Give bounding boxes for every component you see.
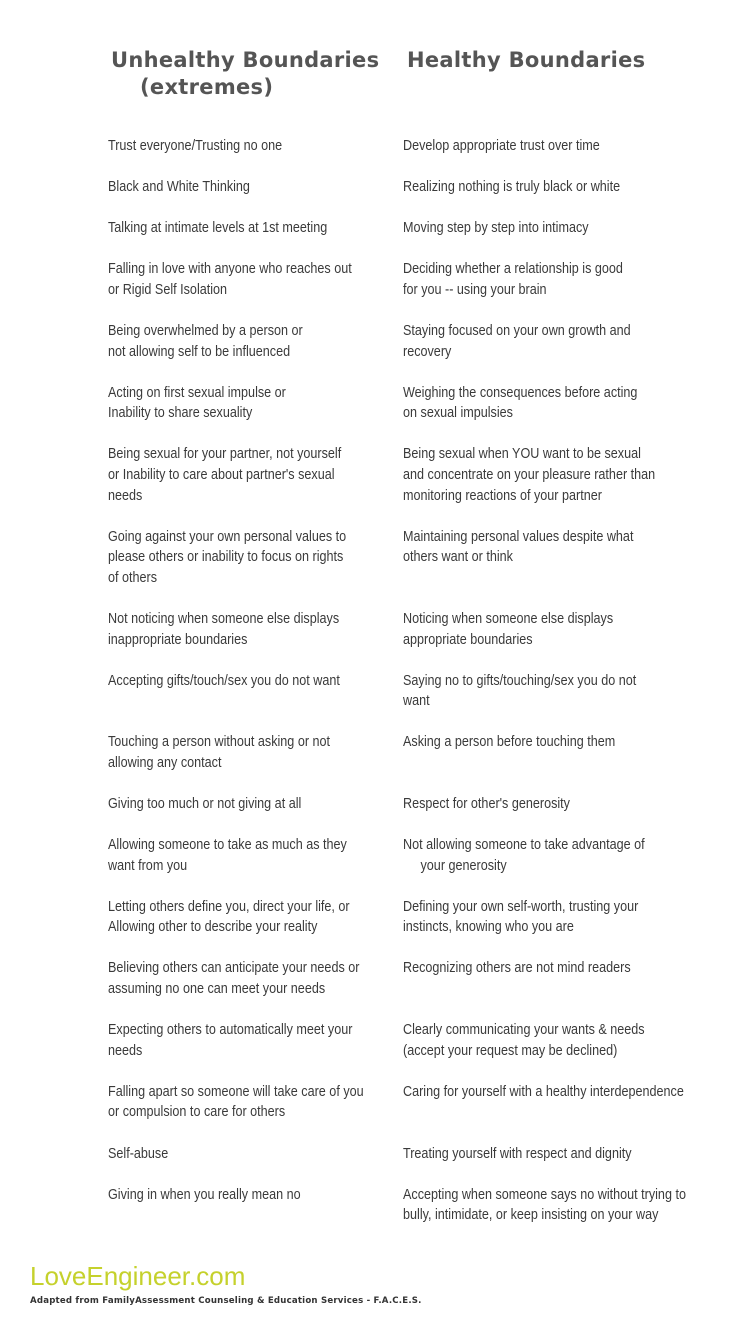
- site-logo: LoveEngineer.com: [30, 1261, 246, 1291]
- table-row: [0, 1082, 750, 1123]
- unhealthy-text: Touching a person without asking or not allowing any contact: [108, 733, 331, 771]
- healthy-cell: [403, 1185, 743, 1226]
- unhealthy-text: Expecting others to automatically meet your needs: [108, 1021, 353, 1059]
- healthy-cell: [403, 218, 743, 239]
- unhealthy-text: Accepting gifts/touch/sex you do not want: [108, 671, 340, 689]
- unhealthy-text: Being overwhelmed by a person or not allowing self to be influenced: [108, 321, 303, 360]
- healthy-text: Accepting when someone says no without trying to bully, intimidate, or keep insisting on your way: [403, 1185, 686, 1224]
- healthy-cell: [403, 177, 743, 198]
- unhealthy-subheading: (extremes): [140, 75, 274, 99]
- table-row: [0, 136, 750, 157]
- unhealthy-cell: [108, 1144, 403, 1165]
- healthy-cell: [403, 136, 743, 157]
- table-row: [0, 527, 750, 589]
- unhealthy-text: Going against your own personal values to please others or inability to focus on rights of others: [108, 527, 347, 586]
- healthy-cell: [403, 794, 743, 815]
- unhealthy-text: Allowing someone to take as much as they want from you: [108, 836, 347, 874]
- unhealthy-cell: [108, 136, 403, 157]
- table-row: [0, 794, 750, 815]
- healthy-cell: [403, 671, 743, 712]
- table-row: [0, 897, 750, 938]
- table-row: [0, 1144, 750, 1165]
- healthy-text: Respect for other's generosity: [403, 794, 570, 812]
- healthy-cell: [403, 259, 743, 300]
- unhealthy-text: Believing others can anticipate your needs or assuming no one can meet your needs: [108, 959, 360, 998]
- unhealthy-cell: [108, 177, 403, 198]
- healthy-heading: Healthy Boundaries: [407, 48, 646, 72]
- healthy-text: Defining your own self-worth, trusting your instincts, knowing who you are: [403, 897, 639, 936]
- healthy-text: Caring for yourself with a healthy interdependence: [403, 1082, 684, 1100]
- healthy-cell: [403, 732, 743, 773]
- healthy-text: Treating yourself with respect and dignity: [403, 1144, 632, 1162]
- unhealthy-text: Trust everyone/Trusting no one: [108, 137, 283, 154]
- healthy-cell: [403, 958, 743, 999]
- unhealthy-cell: [108, 1082, 403, 1123]
- healthy-text: Not allowing someone to take advantage of your generosity: [403, 836, 645, 874]
- unhealthy-cell: [108, 958, 403, 999]
- healthy-text: Staying focused on your own growth and recovery: [403, 321, 631, 360]
- table-row: [0, 1185, 750, 1226]
- unhealthy-cell: [108, 671, 403, 712]
- unhealthy-heading: Unhealthy Boundaries: [111, 48, 380, 72]
- healthy-text: Asking a person before touching them: [403, 733, 616, 751]
- unhealthy-cell: [108, 259, 403, 300]
- table-row: [0, 671, 750, 712]
- healthy-text: Weighing the consequences before acting on sexual impulsies: [403, 383, 638, 422]
- unhealthy-cell: [108, 609, 403, 650]
- unhealthy-text: Acting on first sexual impulse or Inability to share sexuality: [108, 383, 286, 422]
- unhealthy-text: Giving too much or not giving at all: [108, 794, 302, 812]
- healthy-text: Being sexual when YOU want to be sexual and concentrate on your pleasure rather than monitoring reactions of your partner: [403, 445, 656, 504]
- unhealthy-cell: [108, 527, 403, 589]
- boundaries-table: [0, 136, 750, 1246]
- table-row: [0, 383, 750, 424]
- table-row: [0, 732, 750, 773]
- healthy-cell: [403, 527, 743, 589]
- unhealthy-cell: [108, 835, 403, 876]
- unhealthy-cell: [108, 897, 403, 938]
- healthy-cell: [403, 444, 743, 506]
- unhealthy-cell: [108, 1185, 403, 1226]
- healthy-cell: [403, 1082, 743, 1123]
- unhealthy-text: Giving in when you really mean no: [108, 1185, 301, 1203]
- healthy-text: Saying no to gifts/touching/sex you do not want: [403, 671, 637, 710]
- healthy-text: Realizing nothing is truly black or white: [403, 178, 621, 196]
- healthy-text: Recognizing others are not mind readers: [403, 959, 631, 977]
- table-row: [0, 218, 750, 239]
- unhealthy-cell: [108, 321, 403, 362]
- healthy-text: Moving step by step into intimacy: [403, 219, 589, 237]
- unhealthy-cell: [108, 218, 403, 239]
- unhealthy-text: Being sexual for your partner, not yourself or Inability to care about partner's sexual needs: [108, 445, 342, 504]
- healthy-text: Develop appropriate trust over time: [403, 137, 600, 154]
- unhealthy-cell: [108, 1020, 403, 1061]
- unhealthy-text: Falling apart so someone will take care of you or compulsion to care for others: [108, 1082, 364, 1121]
- table-row: [0, 177, 750, 198]
- healthy-cell: [403, 1144, 743, 1165]
- healthy-cell: [403, 897, 743, 938]
- healthy-text: Clearly communicating your wants & needs (accept your request may be declined): [403, 1021, 645, 1059]
- unhealthy-cell: [108, 732, 403, 773]
- healthy-text: Deciding whether a relationship is good for you -- using your brain: [403, 260, 623, 298]
- unhealthy-text: Letting others define you, direct your life, or Allowing other to describe your reality: [108, 897, 350, 936]
- unhealthy-cell: [108, 383, 403, 424]
- unhealthy-cell: [108, 794, 403, 815]
- unhealthy-text: Not noticing when someone else displays inappropriate boundaries: [108, 609, 340, 648]
- healthy-cell: [403, 1020, 743, 1061]
- unhealthy-text: Self-abuse: [108, 1144, 169, 1162]
- healthy-cell: [403, 609, 743, 650]
- table-row: [0, 444, 750, 506]
- table-row: [0, 1020, 750, 1061]
- table-row: [0, 321, 750, 362]
- credit-line: Adapted from FamilyAssessment Counseling & Education Services - F.A.C.E.S.: [30, 1296, 422, 1306]
- healthy-text: Maintaining personal values despite what others want or think: [403, 527, 634, 566]
- table-row: [0, 835, 750, 876]
- unhealthy-cell: [108, 444, 403, 506]
- unhealthy-text: Talking at intimate levels at 1st meeting: [108, 219, 328, 237]
- healthy-cell: [403, 835, 743, 876]
- healthy-text: Noticing when someone else displays appropriate boundaries: [403, 609, 614, 648]
- table-row: [0, 609, 750, 650]
- healthy-cell: [403, 321, 743, 362]
- table-row: [0, 958, 750, 999]
- unhealthy-text: Falling in love with anyone who reaches out or Rigid Self Isolation: [108, 260, 352, 298]
- healthy-cell: [403, 383, 743, 424]
- table-row: [0, 259, 750, 300]
- unhealthy-text: Black and White Thinking: [108, 178, 250, 196]
